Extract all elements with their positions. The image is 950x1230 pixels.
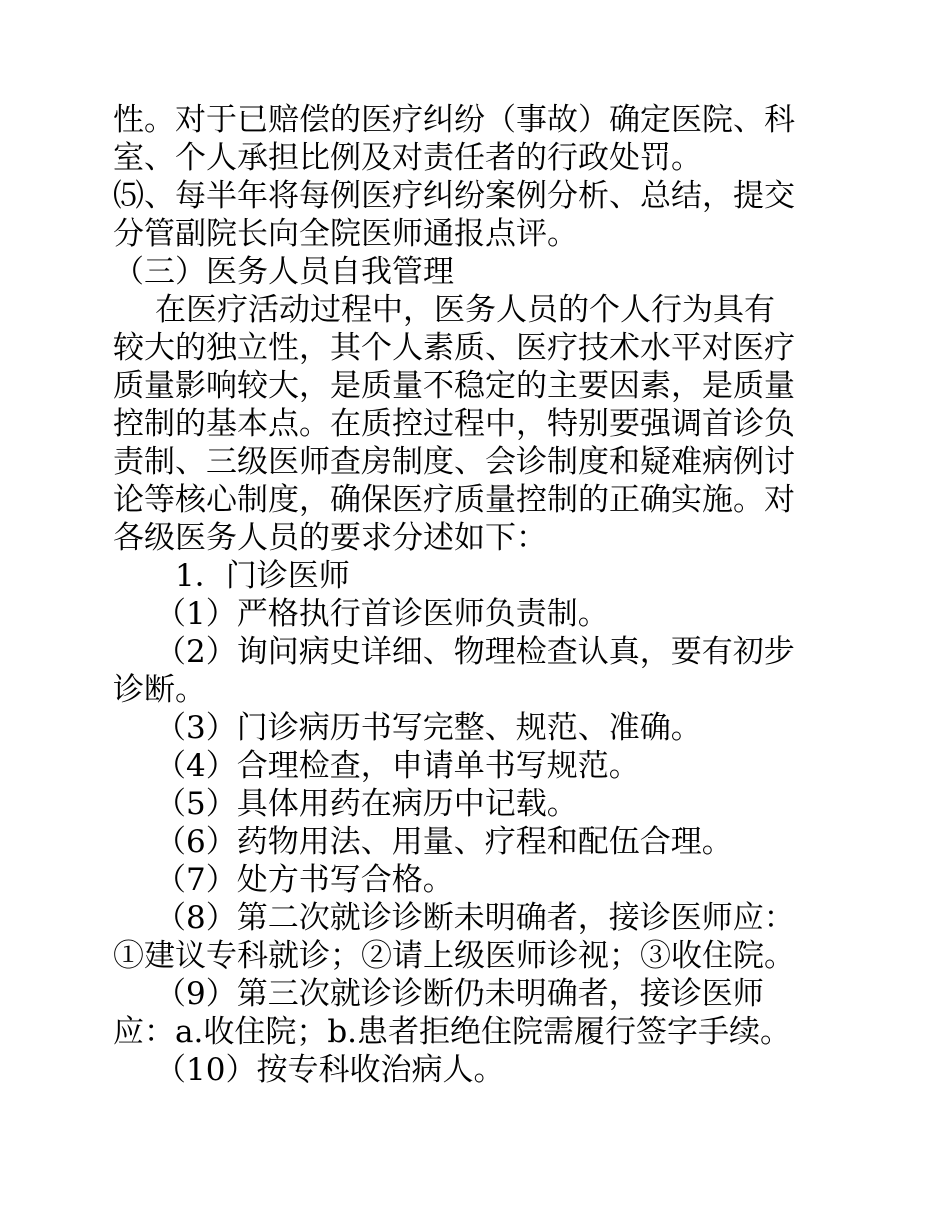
list-item: （6）药物用法、用量、疗程和配伍合理。 [155, 824, 733, 860]
list-item-continuation: 应：a.收住院；b.患者拒绝住院需履行签字手续。 [113, 1014, 792, 1050]
list-item: （9）第三次就诊诊断仍未明确者，接诊医师 [155, 976, 764, 1012]
text-line: ⑸、每半年将每例医疗纠纷案例分析、总结，提交 [113, 178, 795, 214]
list-item: （3）门诊病历书写完整、规范、准确。 [155, 710, 702, 746]
list-item: （4）合理检查，申请单书写规范。 [155, 748, 640, 784]
list-item: （10）按专科收治病人。 [155, 1052, 505, 1088]
text-line: 室、个人承担比例及对责任者的行政处罚。 [113, 140, 702, 176]
list-item: （7）处方书写合格。 [155, 862, 454, 898]
list-item: （5）具体用药在病历中记载。 [155, 786, 578, 822]
list-item: （1）严格执行首诊医师负责制。 [155, 596, 609, 632]
text-line: 较大的独立性，其个人素质、医疗技术水平对医疗 [113, 330, 795, 366]
text-line: 责制、三级医师查房制度、会诊制度和疑难病例讨 [113, 444, 795, 480]
text-line: 质量影响较大，是质量不稳定的主要因素，是质量 [113, 368, 795, 404]
section-heading: （三）医务人员自我管理 [113, 254, 454, 290]
list-item-continuation: ①建议专科就诊；②请上级医师诊视；③收住院。 [113, 938, 795, 974]
text-line: 各级医务人员的要求分述如下： [113, 520, 547, 556]
subsection-heading: 1．门诊医师 [175, 558, 350, 594]
text-line: 论等核心制度，确保医疗质量控制的正确实施。对 [113, 482, 795, 518]
list-item: （2）询问病史详细、物理检查认真，要有初步 [155, 634, 795, 670]
list-item-continuation: 诊断。 [113, 672, 206, 708]
text-line: 控制的基本点。在质控过程中，特别要强调首诊负 [113, 406, 795, 442]
text-line: 性。对于已赔偿的医疗纠纷（事故）确定医院、科 [113, 102, 795, 138]
list-item: （8）第二次就诊诊断未明确者，接诊医师应： [155, 900, 795, 936]
paragraph-start: 在医疗活动过程中，医务人员的个人行为具有 [155, 292, 775, 328]
text-line: 分管副院长向全院医师通报点评。 [113, 216, 578, 252]
